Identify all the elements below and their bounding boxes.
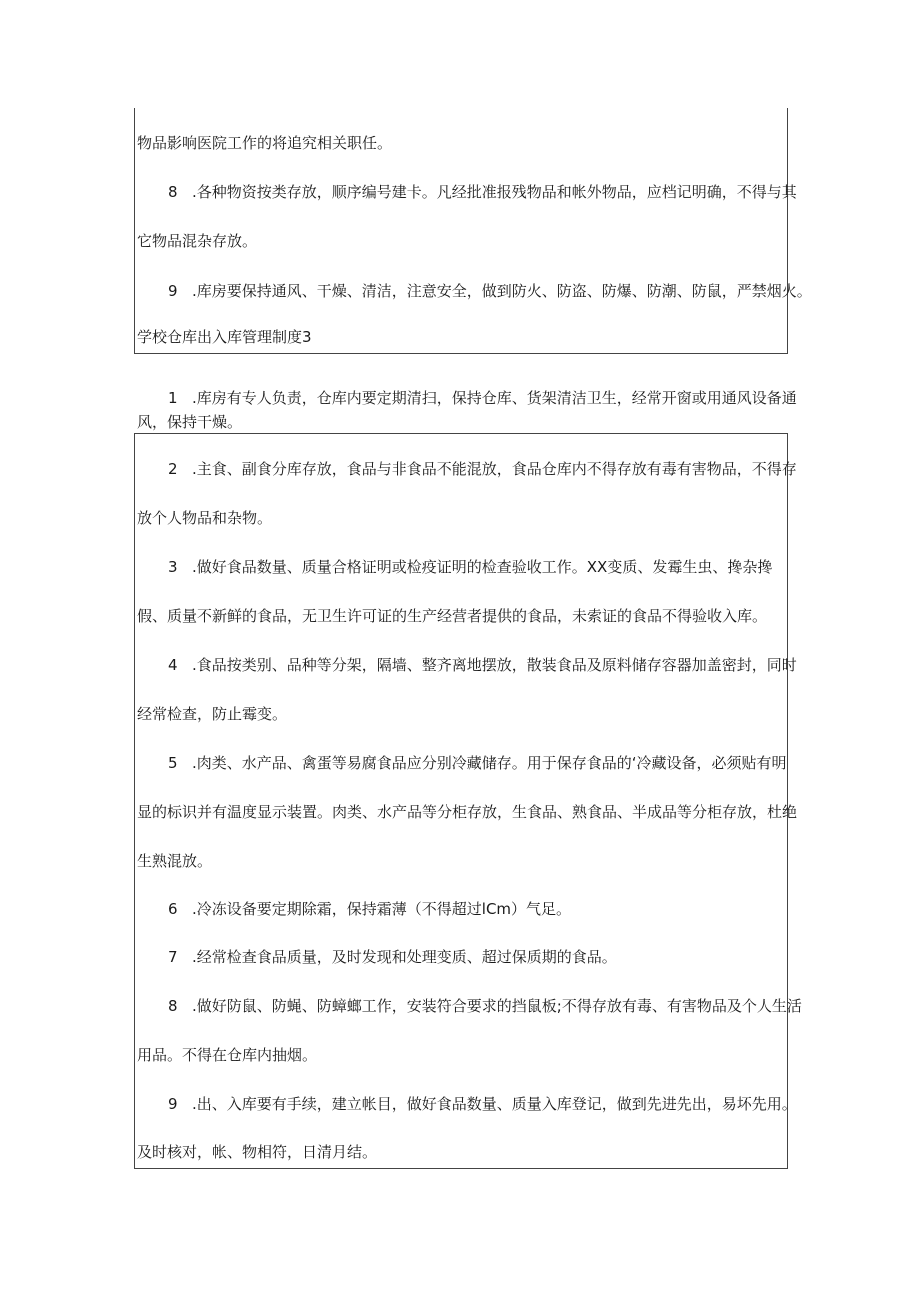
paragraph-line: 经常检查，防止霉变。: [137, 705, 288, 723]
list-item-9: [168, 281, 812, 301]
item-number: 2: [168, 460, 178, 478]
section-heading: 学校仓库出入库管理制度3: [137, 328, 312, 346]
list-item-1: [168, 388, 797, 408]
item-text: .主食、副食分库存放，食品与非食品不能混放，食品仓库内不得存放有毒有害物品，不得存: [192, 460, 797, 478]
item-text: .库房要保持通风、干燥、清洁，注意安全，做到防火、防盗、防爆、防潮、防鼠，严禁烟火。: [192, 282, 812, 300]
item-number: 5: [168, 754, 178, 772]
list-item-4: [168, 655, 797, 675]
paragraph-line: 显的标识并有温度显示装置。肉类、水产品等分柜存放，生食品、熟食品、半成品等分柜存放，杜绝: [137, 803, 798, 821]
paragraph-line: 它物品混杂存放。: [137, 232, 258, 250]
item-number: 4: [168, 656, 178, 674]
paragraph-line: 及时核对，帐、物相符，日清月结。: [137, 1143, 378, 1161]
item-number: 3: [168, 558, 178, 576]
item-text: .做好防鼠、防蝇、防蟑螂工作，安装符合要求的挡鼠板;不得存放有毒、有害物品及个人生活: [192, 997, 802, 1015]
item-number: 6: [168, 900, 178, 918]
list-item-3: [168, 557, 772, 577]
list-item-6: [168, 899, 571, 919]
item-text: .各种物资按类存放，顺序编号建卡。凡经批准报残物品和帐外物品，应档记明确，不得与其: [192, 183, 797, 201]
item-text: .经常检查食品质量，及时发现和处理变质、超过保质期的食品。: [192, 948, 617, 966]
paragraph-line: 风，保持干燥。: [137, 413, 243, 431]
item-number: 1: [168, 389, 178, 407]
item-text: .冷冻设备要定期除霜，保持霜薄（不得超过lCm）气足。: [192, 900, 572, 918]
paragraph-line: 假、质量不新鲜的食品，无卫生许可证的生产经营者提供的食品，未索证的食品不得验收入库。: [137, 607, 768, 625]
item-text: .做好食品数量、质量合格证明或检疫证明的检查验收工作。XX变质、发霉生虫、搀杂搀: [192, 558, 773, 576]
paragraph-line: 生熟混放。: [137, 852, 213, 870]
paragraph-line: 用品。不得在仓库内抽烟。: [137, 1046, 318, 1064]
list-item-2: [168, 459, 797, 479]
item-number: 9: [168, 282, 178, 300]
list-item-9: [168, 1094, 797, 1114]
item-text: .库房有专人负责，仓库内要定期清扫，保持仓库、货架清洁卫生，经常开窗或用通风设备通: [192, 389, 797, 407]
list-item-5: [168, 753, 787, 773]
list-item-8: [168, 996, 802, 1016]
item-number: 8: [168, 997, 178, 1015]
paragraph-line: 放个人物品和杂物。: [137, 509, 273, 527]
item-text: .出、入库要有手续，建立帐目，做好食品数量、质量入库登记，做到先进先出，易坏先用。: [192, 1095, 797, 1113]
item-text: .肉类、水产品、禽蛋等易腐食品应分别冷藏储存。用于保存食品的‘冷藏设备，必须贴有明: [192, 754, 787, 772]
list-item-7: [168, 947, 617, 967]
item-number: 9: [168, 1095, 178, 1113]
item-text: .食品按类别、品种等分架，隔墙、整齐离地摆放，散装食品及原料储存容器加盖密封，同时: [192, 656, 797, 674]
paragraph-line: 物品影响医院工作的将追究相关职任。: [137, 134, 393, 152]
item-number: 7: [168, 948, 178, 966]
list-item-8: [168, 182, 797, 202]
item-number: 8: [168, 183, 178, 201]
